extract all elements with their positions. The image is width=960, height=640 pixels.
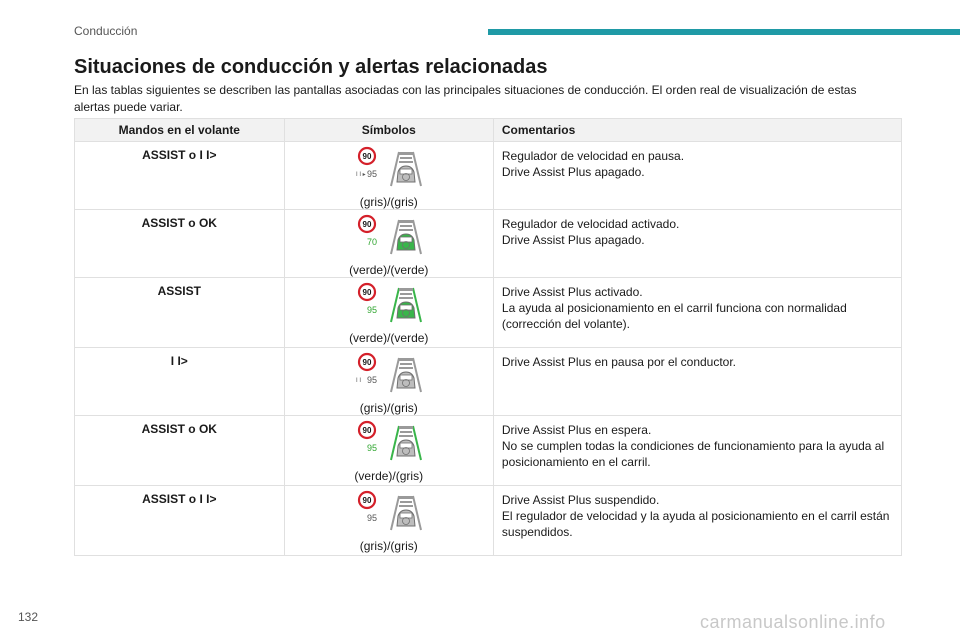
pause-marker: I I (355, 378, 361, 384)
table-row (75, 142, 902, 210)
comments-cell (493, 142, 901, 210)
assist-symbol-graphic (353, 282, 425, 326)
svg-text:90: 90 (362, 220, 372, 229)
svg-text:90: 90 (362, 358, 372, 367)
comment-line: Drive Assist Plus activado. (501, 285, 643, 299)
lane-car-icon (391, 496, 421, 530)
assist-symbol-graphic (353, 490, 425, 534)
comment-line: El regulador de velocidad y la ayuda al posicionamiento en el carril están suspendidos. (501, 509, 890, 539)
lane-car-icon (391, 358, 421, 392)
drive-assist-symbol (353, 490, 425, 534)
command-cell: ASSIST (75, 278, 285, 348)
assist-symbol-graphic (353, 352, 425, 396)
command-cell: ASSIST o I I> (75, 142, 285, 210)
header-cell-symbols: Símbolos (284, 119, 493, 142)
comment-line: Drive Assist Plus apagado. (501, 165, 645, 179)
speed-limit-sign-icon (359, 492, 375, 508)
symbol-caption: (gris)/(gris) (359, 195, 418, 209)
symbol-cell (284, 416, 493, 486)
current-speed: 95 (366, 375, 377, 385)
comment-line: No se cumplen todas la condiciones de funcionamiento para la ayuda al posicionamiento en el carril. (501, 439, 885, 469)
comments-cell (493, 210, 901, 278)
comment-line: Drive Assist Plus en espera. (501, 423, 652, 437)
comment-line: Drive Assist Plus suspendido. (501, 493, 660, 507)
symbol-caption: (verde)/(gris) (354, 469, 424, 483)
symbol-cell (284, 278, 493, 348)
svg-text:90: 90 (362, 496, 372, 505)
symbol-cell (284, 142, 493, 210)
header-section: Conducción (74, 24, 138, 38)
table-row (75, 486, 902, 556)
assist-symbol-graphic (353, 214, 425, 258)
symbol-caption: (verde)/(verde) (349, 331, 429, 345)
table-row (75, 278, 902, 348)
symbol-cell (284, 210, 493, 278)
command-cell: I I> (75, 348, 285, 416)
current-speed: 70 (366, 237, 377, 247)
current-speed: 95 (366, 169, 377, 179)
comment-line: La ayuda al posicionamiento en el carril funciona con normalidad (corrección del volante). (501, 301, 847, 331)
drive-assist-symbol (353, 146, 425, 190)
lane-car-icon (391, 152, 421, 186)
watermark: carmanualsonline.info (700, 612, 886, 632)
comments-cell (493, 486, 901, 556)
current-speed: 95 (366, 513, 377, 523)
comment-line: Drive Assist Plus apagado. (501, 233, 645, 247)
header-cell-comments: Comentarios (493, 119, 901, 142)
comment-line: Drive Assist Plus en pausa por el conductor. (501, 355, 737, 369)
table-row (75, 416, 902, 486)
driving-situations-table (74, 118, 902, 556)
svg-text:90: 90 (362, 288, 372, 297)
speed-limit-sign-icon (359, 148, 375, 164)
drive-assist-symbol (353, 282, 425, 326)
assist-symbol-graphic (353, 146, 425, 190)
speed-limit-sign-icon (359, 422, 375, 438)
svg-text:90: 90 (362, 152, 372, 161)
pause-marker: I I ▸ (355, 172, 366, 178)
page-number: 132 (18, 610, 39, 624)
lane-car-icon (391, 288, 421, 322)
speed-limit-sign-icon (359, 354, 375, 370)
table-row (75, 210, 902, 278)
comments-cell (493, 278, 901, 348)
drive-assist-symbol (353, 214, 425, 258)
command-cell: ASSIST o I I> (75, 486, 285, 556)
symbol-caption: (gris)/(gris) (359, 539, 418, 553)
symbol-cell (284, 486, 493, 556)
comments-cell (493, 348, 901, 416)
comment-line: Regulador de velocidad activado. (501, 217, 680, 231)
page-title: Situaciones de conducción y alertas relacionadas (74, 56, 548, 78)
assist-symbol-graphic (353, 420, 425, 464)
table-header-row (75, 119, 902, 142)
current-speed: 95 (366, 443, 377, 453)
command-cell: ASSIST o OK (75, 416, 285, 486)
header-cell-commands: Mandos en el volante (75, 119, 285, 142)
command-cell: ASSIST o OK (75, 210, 285, 278)
drive-assist-symbol (353, 352, 425, 396)
comments-cell (493, 416, 901, 486)
comment-line: Regulador de velocidad en pausa. (501, 149, 685, 163)
symbol-caption: (gris)/(gris) (359, 401, 418, 415)
current-speed: 95 (366, 305, 377, 315)
intro-paragraph: En las tablas siguientes se describen las pantallas asociadas con las principales situaciones de conducción. El orden real de visualización de estas alertas puede variar. (74, 83, 857, 114)
speed-limit-sign-icon (359, 284, 375, 300)
drive-assist-symbol (353, 420, 425, 464)
symbol-caption: (verde)/(verde) (349, 263, 429, 277)
lane-car-icon (391, 426, 421, 460)
speed-limit-sign-icon (359, 216, 375, 232)
table-row (75, 348, 902, 416)
svg-text:90: 90 (362, 426, 372, 435)
lane-car-icon (391, 220, 421, 254)
header-accent-bar (488, 29, 960, 35)
symbol-cell (284, 348, 493, 416)
